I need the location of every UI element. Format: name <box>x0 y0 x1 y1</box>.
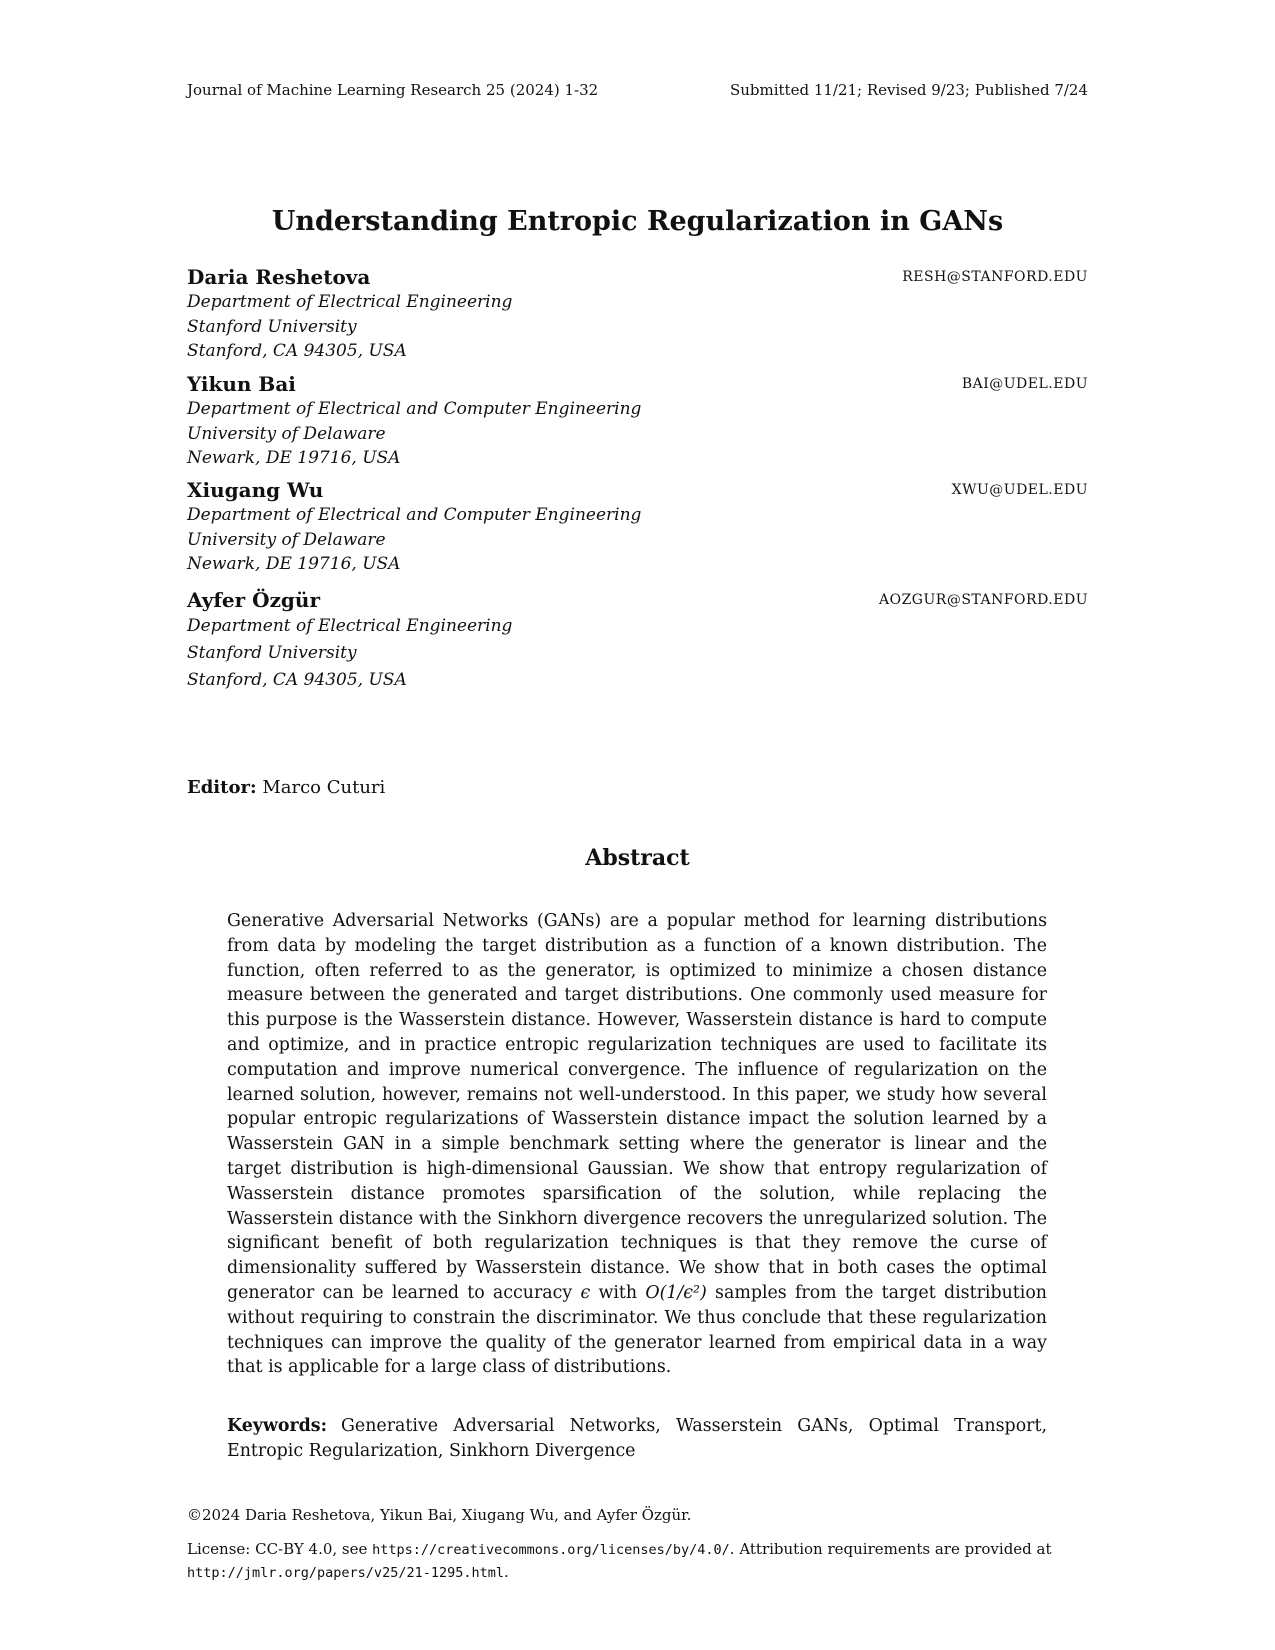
paper-title: Understanding Entropic Regularization in GANs <box>271 206 1004 237</box>
license-link[interactable]: https://creativecommons.org/licenses/by/4.0/ <box>372 1542 730 1558</box>
author-institution: University of Delaware <box>187 423 386 444</box>
author-location: Stanford, CA 94305, USA <box>187 341 407 361</box>
author-location: Newark, DE 19716, USA <box>187 554 401 574</box>
author-name: Yikun Bai <box>187 372 296 396</box>
author-email[interactable]: RESH@STANFORD.EDU <box>902 269 1088 285</box>
author-department: Department of Electrical Engineering <box>187 616 513 636</box>
author-location: Stanford, CA 94305, USA <box>187 670 407 690</box>
license-text: . Attribution requirements are provided at <box>729 1540 1052 1558</box>
author-email[interactable]: BAI@UDEL.EDU <box>961 376 1088 392</box>
copyright-notice: ©2024 Daria Reshetova, Yikun Bai, Xiugang Wu, and Ayfer Özgür. <box>187 1506 692 1524</box>
author-location: Newark, DE 19716, USA <box>187 448 401 468</box>
license-text: . <box>503 1563 509 1581</box>
keywords-list: Generative Adversarial Networks, Wasserstein GANs, Optimal Transport, Entropic Regularization, Sinkhorn Divergence <box>227 1416 1047 1461</box>
author-department: Department of Electrical and Computer Engineering <box>187 399 642 419</box>
license-text: License: CC-BY 4.0, see <box>187 1540 373 1558</box>
author-email[interactable]: XWU@UDEL.EDU <box>951 482 1088 498</box>
attribution-link[interactable]: http://jmlr.org/papers/v25/21-1295.html <box>187 1565 504 1581</box>
abstract-text: with <box>590 1282 646 1303</box>
abstract-text: Generative Adversarial Networks (GANs) are a popular method for learning distributions from data by modeling the target distribution as a function of a known distribution. The function, often referred to as the generator, is optimized to minimize a chosen distance measure between the generated and target distributions. One commonly used measure for this purpose is the Wasserstein distance. However, Wasserstein distance is hard to compute and optimize, and in practice entropic regularization techniques are used to facilitate its computation and improve numerical convergence. The influence of regularization on the learned solution, however, remains not well-understood. In this paper, we study how several popular entropic regularizations of Wasserstein distance impact the solution learned by a Wasserstein GAN in a simple benchmark setting where the generator is linear and the target distribution is high-dimensional Gaussian. We show that entropy regularization of Wasserstein distance promotes sparsification of the solution, while replacing the Wasserstein distance with the Sinkhorn divergence recovers the unregularized solution. The significant benefit of both regularization techniques is that they remove the curse of dimensionality suffered by Wasserstein distance. We show that in both cases the optimal generator can be learned to accuracy <box>227 911 1047 1303</box>
author-name: Xiugang Wu <box>187 478 324 502</box>
math-epsilon: ϵ <box>580 1282 591 1303</box>
submission-dates: Submitted 11/21; Revised 9/23; Published 7/24 <box>729 81 1088 99</box>
editor-label: Editor: <box>187 777 257 798</box>
author-department: Department of Electrical Engineering <box>187 292 513 312</box>
keywords-block <box>227 1414 1047 1464</box>
author-name: Ayfer Özgür <box>187 588 320 612</box>
editor-line <box>187 776 385 800</box>
abstract-heading: Abstract <box>585 845 690 871</box>
editor-name: Marco Cuturi <box>262 777 386 798</box>
abstract-text: samples from the target distribution without requiring to constrain the discriminator. We thus conclude that these regularization techniques can improve the quality of the generator learned from empirical data in a way that is applicable for a large class of distributions. <box>227 1282 1047 1378</box>
author-block <box>187 587 1088 694</box>
math-sample-rate: O(1/ϵ²) <box>645 1282 707 1303</box>
author-email[interactable]: AOZGUR@STANFORD.EDU <box>878 592 1088 608</box>
author-department: Department of Electrical and Computer Engineering <box>187 505 642 525</box>
author-block <box>187 371 1088 471</box>
author-name: Daria Reshetova <box>187 265 371 289</box>
author-institution: Stanford University <box>187 316 357 337</box>
author-institution: Stanford University <box>187 643 357 663</box>
keywords-label: Keywords: <box>227 1416 328 1436</box>
author-institution: University of Delaware <box>187 529 386 550</box>
abstract-body <box>227 909 1047 1380</box>
author-block <box>187 477 1088 577</box>
license-notice <box>187 1538 1088 1584</box>
author-block <box>187 264 1088 364</box>
journal-header: Journal of Machine Learning Research 25 (2024) 1-32 <box>187 81 599 99</box>
